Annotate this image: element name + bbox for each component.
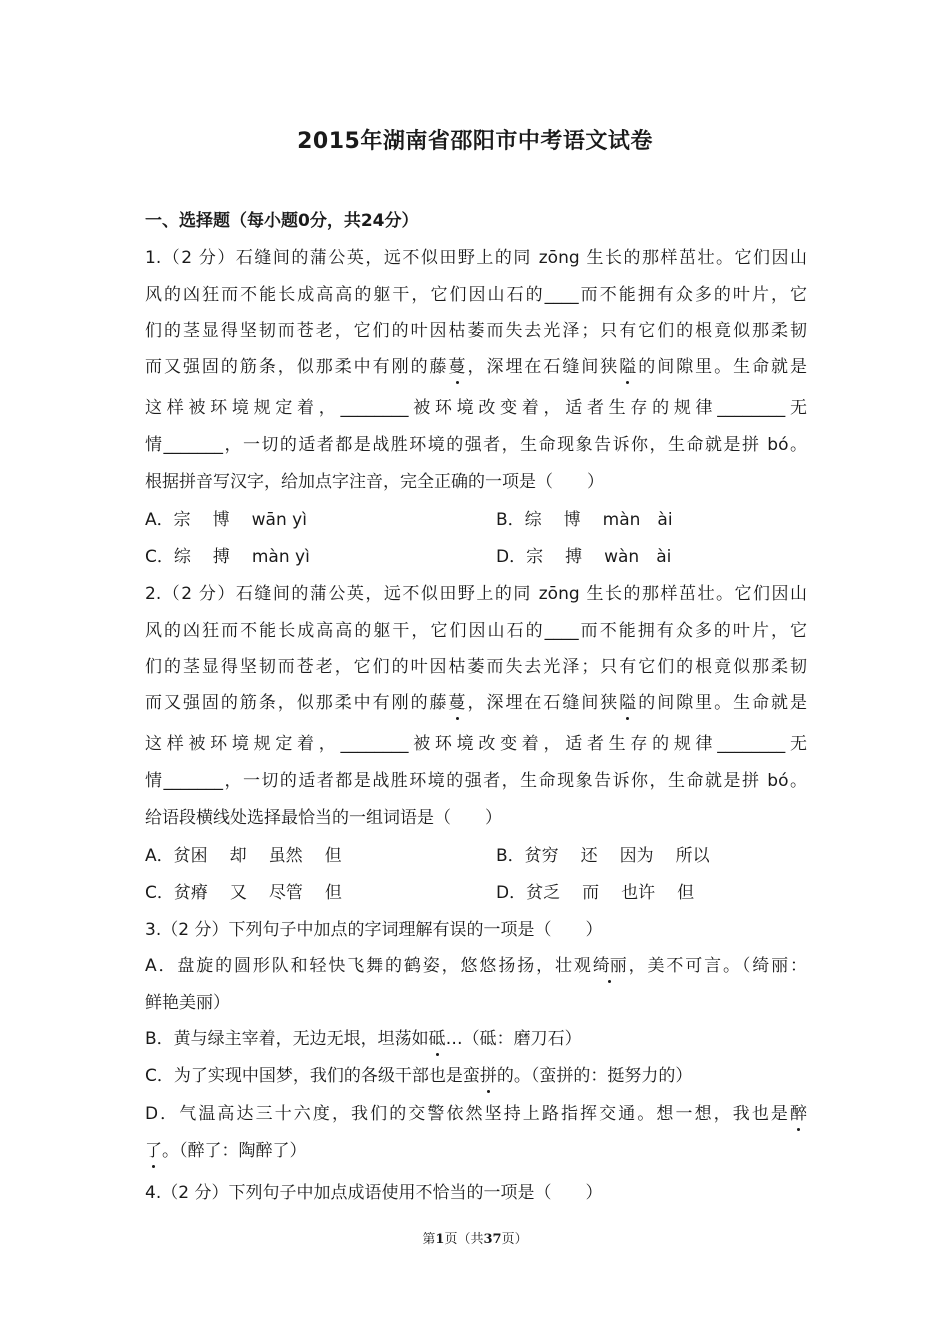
q4-prompt: 4.（2 分）下列句子中加点成语使用不恰当的一项是（ ） <box>145 1183 603 1203</box>
q1-option-c[interactable]: C．综 搏 màn yì <box>145 547 310 567</box>
q2-prompt: 给语段横线处选择最恰当的一组词语是（ ） <box>145 808 502 828</box>
q3-option-b[interactable]: B．黄与绿主宰着，无边无垠，坦荡如砥…（砥：磨刀石） <box>145 1029 582 1049</box>
q2-line-3: 们的茎显得坚韧而苍老，它们的叶因枯萎而失去光泽；只有它们的根竟似那柔韧 <box>145 657 807 677</box>
q2-line-6: 情_______，一切的适者都是战胜环境的强者，生命现象告诉你，生命就是拼 bó。 <box>145 771 807 791</box>
q1-prompt: 根据拼音写汉字，给加点字注音，完全正确的一项是（ ） <box>145 472 604 492</box>
section-heading: 一、选择题（每小题0分，共24分） <box>145 211 419 231</box>
page-title: 2015年湖南省邵阳市中考语文试卷 <box>297 129 653 154</box>
q3-option-a[interactable]: A．盘旋的圆形队和轻快飞舞的鹤姿，悠悠扬扬，壮观绮丽，美不可言。（绮丽： <box>145 956 808 976</box>
q1-line-1: 1.（2 分）石缝间的蒲公英，远不似田野上的同 zōng 生长的那样茁壮。它们因山 <box>145 248 807 268</box>
q1-option-d[interactable]: D．宗 搏 wàn ài <box>496 547 672 567</box>
q1-option-b[interactable]: B．综 博 màn ài <box>496 510 673 530</box>
q3-option-d[interactable]: D．气温高达三十六度，我们的交警依然坚持上路指挥交通。想一想，我也是醉 <box>145 1104 807 1124</box>
q1-line-3: 们的茎显得坚韧而苍老，它们的叶因枯萎而失去光泽；只有它们的根竟似那柔韧 <box>145 321 807 341</box>
q2-option-a[interactable]: A．贫困 却 虽然 但 <box>145 846 342 866</box>
q2-line-2: 风的凶狂而不能长成高高的躯干，它们因山石的____而不能拥有众多的叶片，它 <box>145 621 807 641</box>
q3-option-a-cont: 鲜艳美丽） <box>145 993 230 1013</box>
q3-prompt: 3.（2 分）下列句子中加点的字词理解有误的一项是（ ） <box>145 920 603 940</box>
q3-option-d-cont: 了。（醉了：陶醉了） <box>145 1141 307 1161</box>
q1-line-5: 这样被环境规定着，________被环境改变着，适者生存的规律________无 <box>145 398 807 418</box>
q2-option-d[interactable]: D．贫乏 而 也许 但 <box>496 883 695 903</box>
q3-option-c[interactable]: C．为了实现中国梦，我们的各级干部也是蛮拼的。（蛮拼的：挺努力的） <box>145 1066 693 1086</box>
q2-option-b[interactable]: B．贫穷 还 因为 所以 <box>496 846 710 866</box>
q1-line-6: 情_______，一切的适者都是战胜环境的强者，生命现象告诉你，生命就是拼 bó。 <box>145 435 807 455</box>
q1-line-4: 而又强固的筋条，似那柔中有刚的藤蔓，深埋在石缝间狭隘的间隙里。生命就是 <box>145 357 808 377</box>
q1-option-a[interactable]: A．宗 博 wān yì <box>145 510 307 530</box>
q2-line-1: 2.（2 分）石缝间的蒲公英，远不似田野上的同 zōng 生长的那样茁壮。它们因山 <box>145 584 807 604</box>
q2-line-4: 而又强固的筋条，似那柔中有刚的藤蔓，深埋在石缝间狭隘的间隙里。生命就是 <box>145 693 808 713</box>
q1-line-2: 风的凶狂而不能长成高高的躯干，它们因山石的____而不能拥有众多的叶片，它 <box>145 285 807 305</box>
q2-line-5: 这样被环境规定着，________被环境改变着，适者生存的规律________无 <box>145 734 807 754</box>
q2-option-c[interactable]: C．贫瘠 又 尽管 但 <box>145 883 342 903</box>
page-footer: 第1页（共37页） <box>422 1232 528 1247</box>
